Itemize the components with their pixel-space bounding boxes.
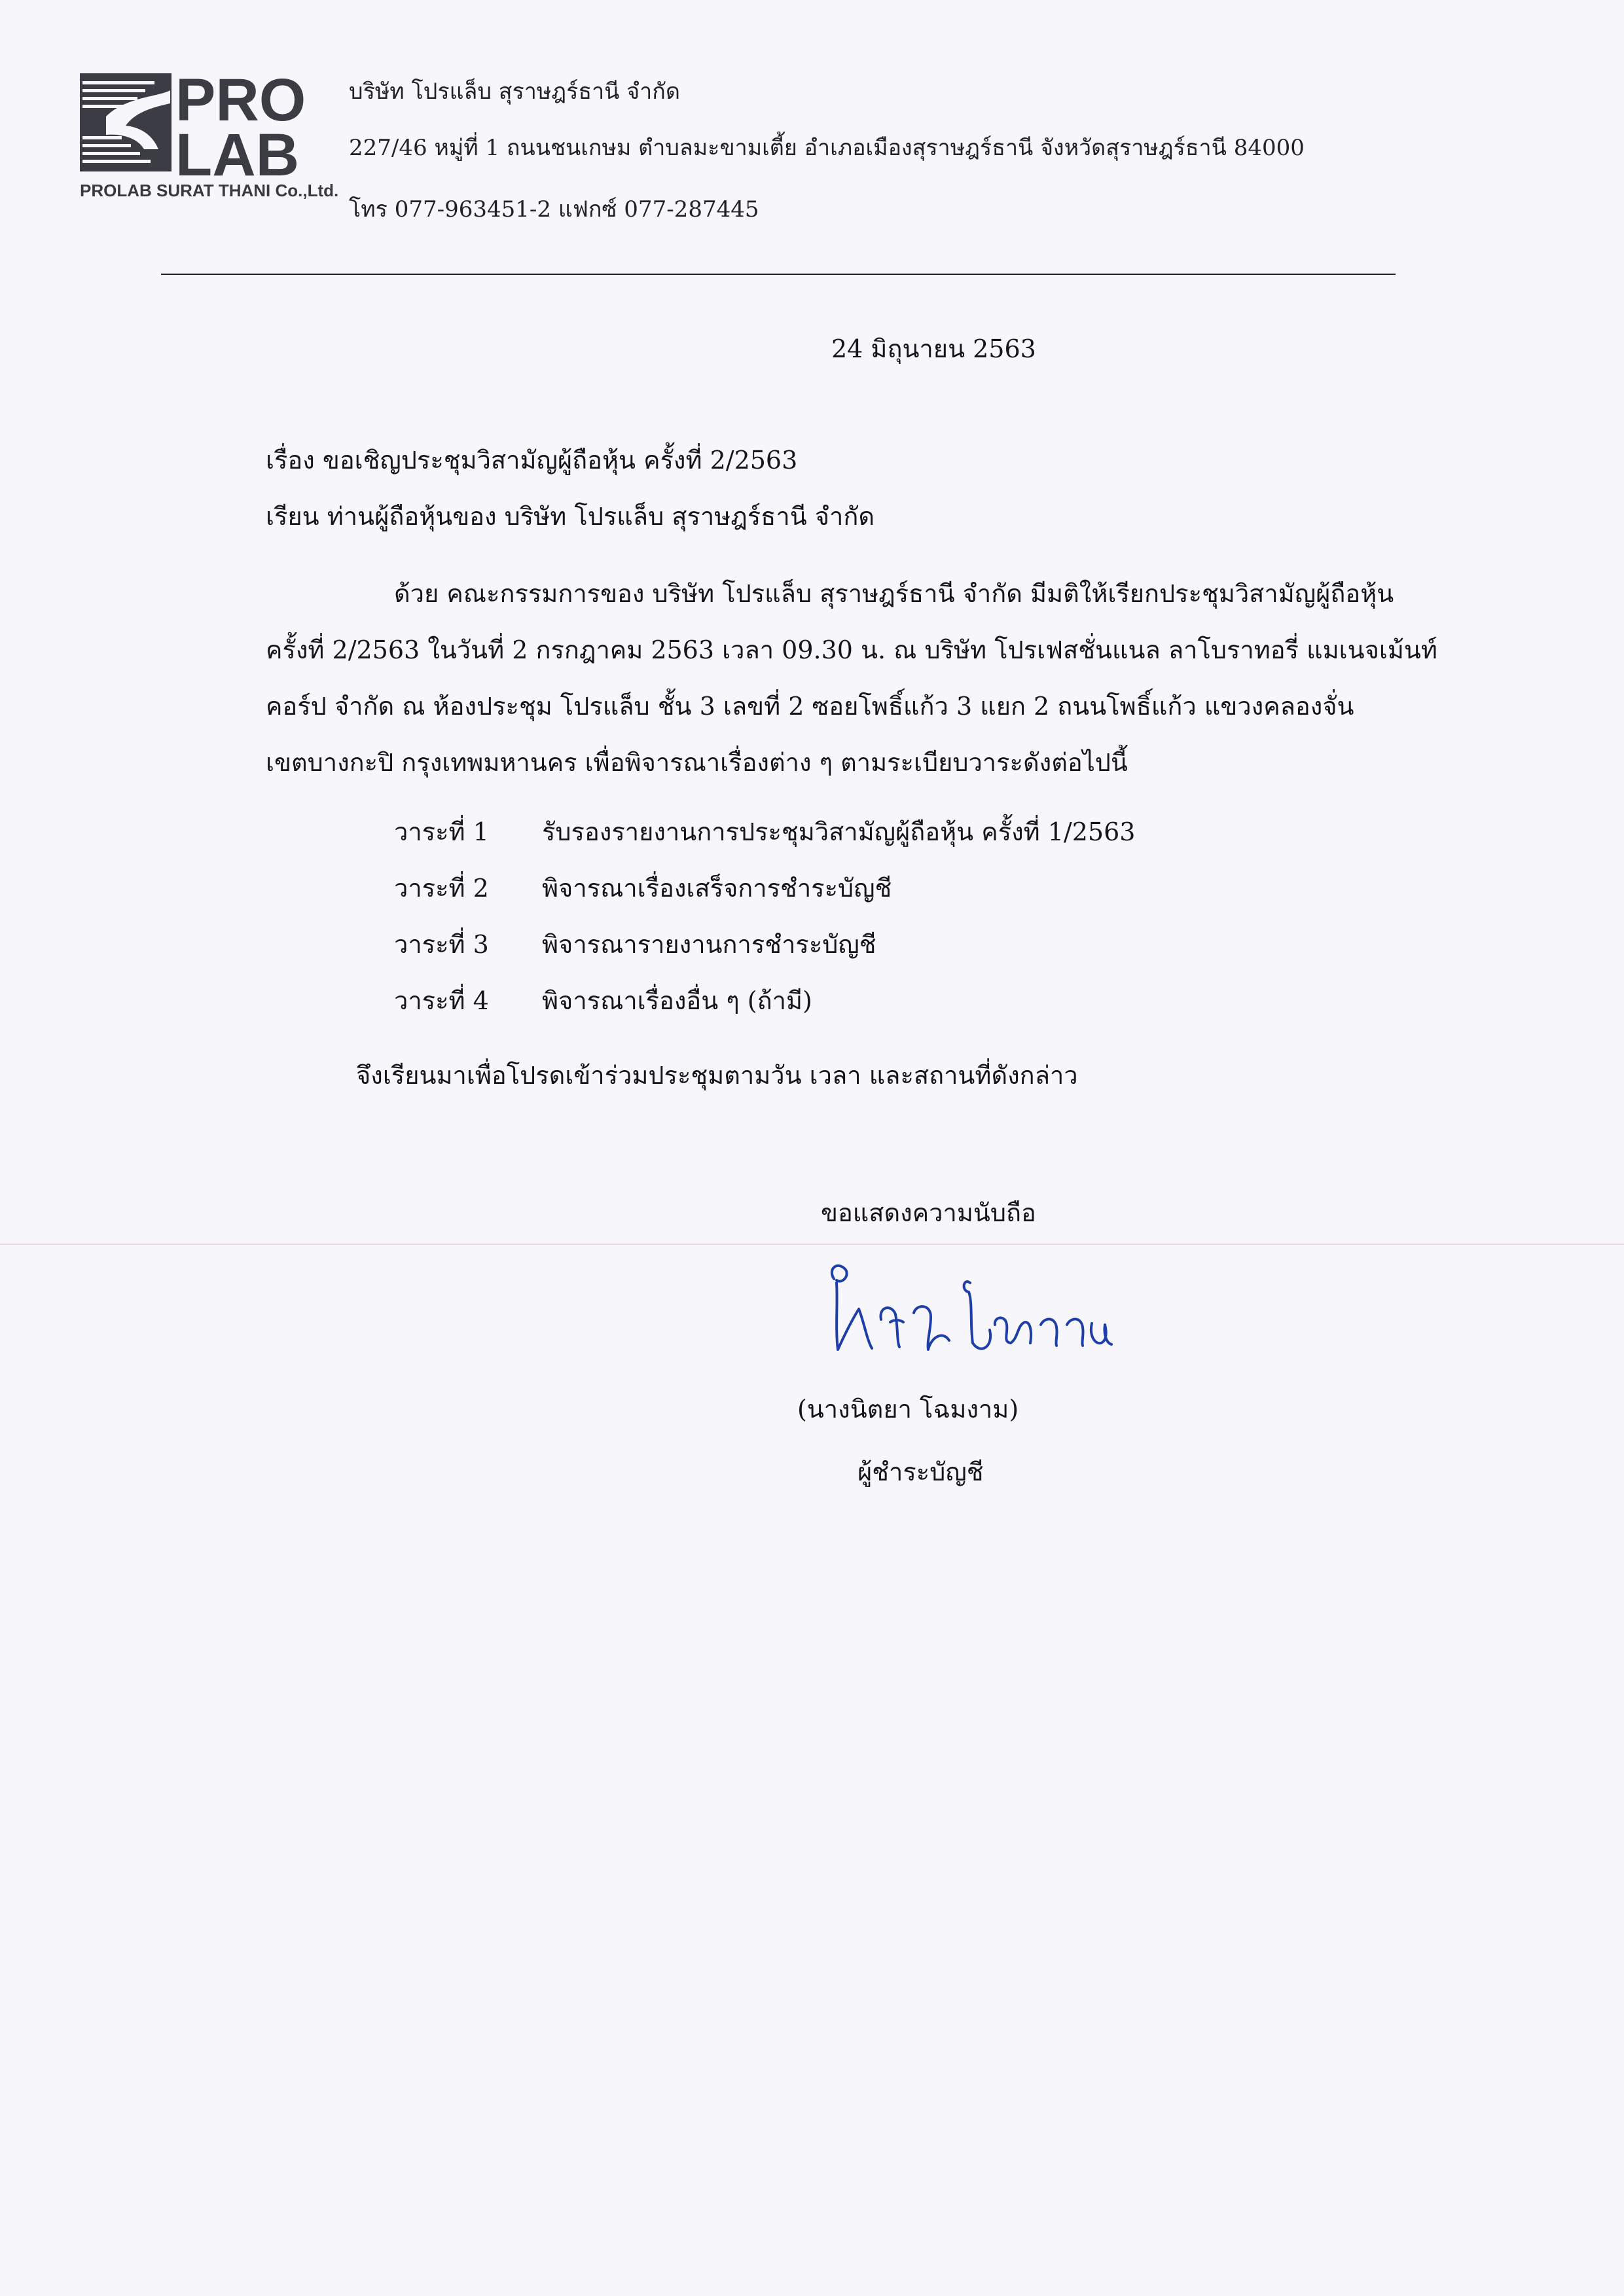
fold-line: [0, 1244, 1624, 1245]
logo-text-pro: PRO: [175, 71, 306, 134]
agenda-item-2: พิจารณาเรื่องเสร็จการชำระบัญชี: [542, 874, 892, 903]
closing-sentence: จึงเรียนมาเพื่อโปรดเข้าร่วมประชุมตามวัน เวลา และสถานที่ดังกล่าว: [356, 1061, 1078, 1090]
company-contact: โทร 077-963451-2 แฟกซ์ 077-287445: [349, 196, 759, 223]
company-name: บริษัท โปรแล็บ สุราษฎร์ธานี จำกัด: [349, 79, 680, 105]
company-logo: [80, 71, 339, 200]
agenda-number-2: วาระที่ 2: [394, 874, 489, 903]
handwritten-signature: [818, 1257, 1119, 1368]
agenda-item-3: พิจารณารายงานการชำระบัญชี: [542, 930, 876, 959]
signer-name: (นางนิตยา โฉมงาม): [797, 1395, 1019, 1424]
body-line-4: เขตบางกะปิ กรุงเทพมหานคร เพื่อพิจารณาเรื่องต่าง ๆ ตามระเบียบวาระดังต่อไปนี้: [266, 748, 1128, 777]
agenda-number-1: วาระที่ 1: [394, 817, 489, 846]
letter-recipient: เรียน ท่านผู้ถือหุ้นของ บริษัท โปรแล็บ สุราษฎร์ธานี จำกัด: [266, 502, 875, 531]
logo-subtext: PROLAB SURAT THANI Co.,Ltd.: [80, 181, 339, 200]
agenda-number-4: วาระที่ 4: [394, 986, 489, 1015]
letter-date: 24 มิถุนายน 2563: [831, 334, 1036, 363]
agenda-item-1: รับรองรายงานการประชุมวิสามัญผู้ถือหุ้น ครั้งที่ 1/2563: [542, 817, 1136, 846]
logo-text-lab: LAB: [175, 122, 300, 179]
body-line-2: ครั้งที่ 2/2563 ในวันที่ 2 กรกฎาคม 2563 เวลา 09.30 น. ณ บริษัท โปรเฟสชั่นแนล ลาโบราทอรี่ แมเนจเม้นท์: [266, 636, 1437, 664]
header-divider: [161, 274, 1396, 275]
agenda-item-4: พิจารณาเรื่องอื่น ๆ (ถ้ามี): [542, 986, 812, 1015]
letter-subject: เรื่อง ขอเชิญประชุมวิสามัญผู้ถือหุ้น ครั้งที่ 2/2563: [266, 446, 798, 475]
body-line-3: คอร์ป จำกัด ณ ห้องประชุม โปรแล็บ ชั้น 3 เลขที่ 2 ซอยโพธิ์แก้ว 3 แยก 2 ถนนโพธิ์แก้ว แขวงคลองจั่น: [266, 692, 1354, 721]
company-address: 227/46 หมู่ที่ 1 ถนนชนเกษม ตำบลมะขามเตี้ย อำเภอเมืองสุราษฎร์ธานี จังหวัดสุราษฎร์ธานี 84000: [349, 135, 1305, 161]
signer-position: ผู้ชำระบัญชี: [857, 1458, 984, 1486]
agenda-number-3: วาระที่ 3: [394, 930, 489, 959]
regards: ขอแสดงความนับถือ: [821, 1198, 1036, 1227]
body-line-1: ด้วย คณะกรรมการของ บริษัท โปรแล็บ สุราษฎร์ธานี จำกัด มีมติให้เรียกประชุมวิสามัญผู้ถือหุ้น: [394, 579, 1394, 608]
